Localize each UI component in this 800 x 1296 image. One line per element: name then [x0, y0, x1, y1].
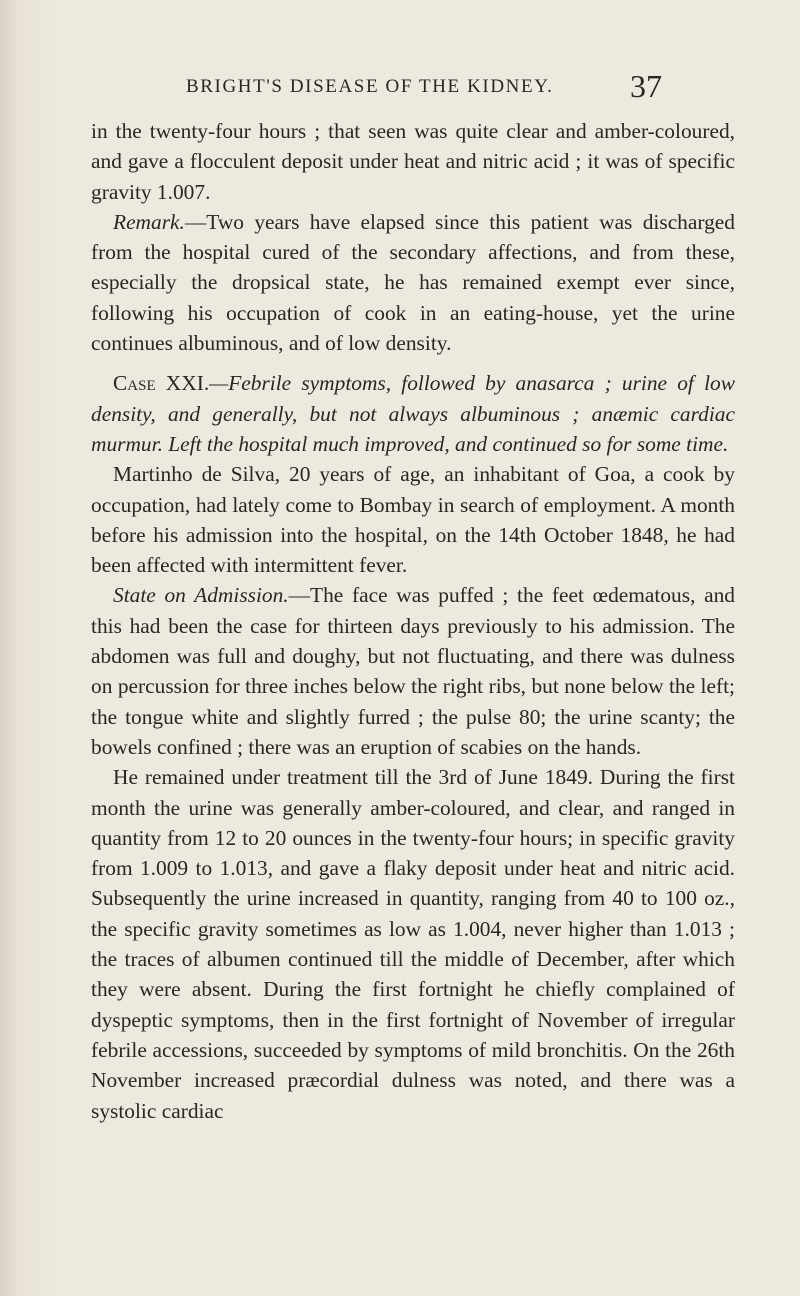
body-text	[91, 116, 735, 1126]
page-header	[0, 68, 800, 110]
remark-label: Remark.	[113, 209, 185, 234]
state-text: —The face was puffed ; the feet œdematous, and this had been the case for thirteen days previously to his admission. The abdomen was full and doughy, but not fluctuating, and there was dulness on percussion for three inches below the right ribs, but none below the left; the tongue white and slightly furred ; the pulse 80; the urine scanty; the bowels confined ; there was an eruption of scabies on the hands.	[91, 583, 735, 759]
paragraph-treatment: He remained under treatment till the 3rd of June 1849. During the first month the urine was generally amber-coloured, and clear, and ranged in quantity from 12 to 20 ounces in the twenty-four hours; in specific gravity from 1.009 to 1.013, and gave a flaky deposit under heat and nitric acid. Subsequently the urine increased in quantity, ranging from 40 to 100 oz., the specific gravity sometimes as low as 1.004, never higher than 1.013 ; the traces of albumen continued till the middle of December, after which they were absent. During the first fortnight he chiefly complained of dyspeptic symptoms, then in the first fortnight of November of irregular febrile accessions, succeeded by symptoms of mild bronchitis. On the 26th November increased præcordial dulness was noted, and there was a systolic cardiac	[91, 765, 735, 1123]
case-heading	[91, 368, 735, 459]
running-head: BRIGHT'S DISEASE OF THE KIDNEY.	[186, 76, 554, 97]
paragraph-continuation: in the twenty-four hours ; that seen was quite clear and amber-coloured, and gave a flocculent deposit under heat and nitric acid ; it was of specific gravity 1.007.	[91, 119, 735, 204]
remark-text: —Two years have elapsed since this patient was discharged from the hospital cured of the secondary affections, and from these, especially the dropsical state, he has remained exempt ever since, following his occupation of cook in an eating-house, yet the urine continues albuminous, and of low density.	[91, 209, 735, 356]
page-number: 37	[630, 68, 662, 104]
state-label: State on Admission.	[113, 583, 289, 608]
paragraph-remark	[91, 207, 735, 358]
paragraph-patient-history: Martinho de Silva, 20 years of age, an inhabitant of Goa, a cook by occupation, had lately come to Bombay in search of employment. A month before his admission into the hospital, on the 14th October 1848, he had been affected with intermittent fever.	[91, 462, 735, 578]
case-number: Case XXI.	[113, 371, 210, 396]
case-title: —Febrile symptoms, followed by anasarca ; urine of low density, and generally, but not always albuminous ; anæmic cardiac murmur. Left the hospital much improved, and continued so for some time.	[91, 371, 735, 456]
paragraph-state-on-admission	[91, 580, 735, 762]
